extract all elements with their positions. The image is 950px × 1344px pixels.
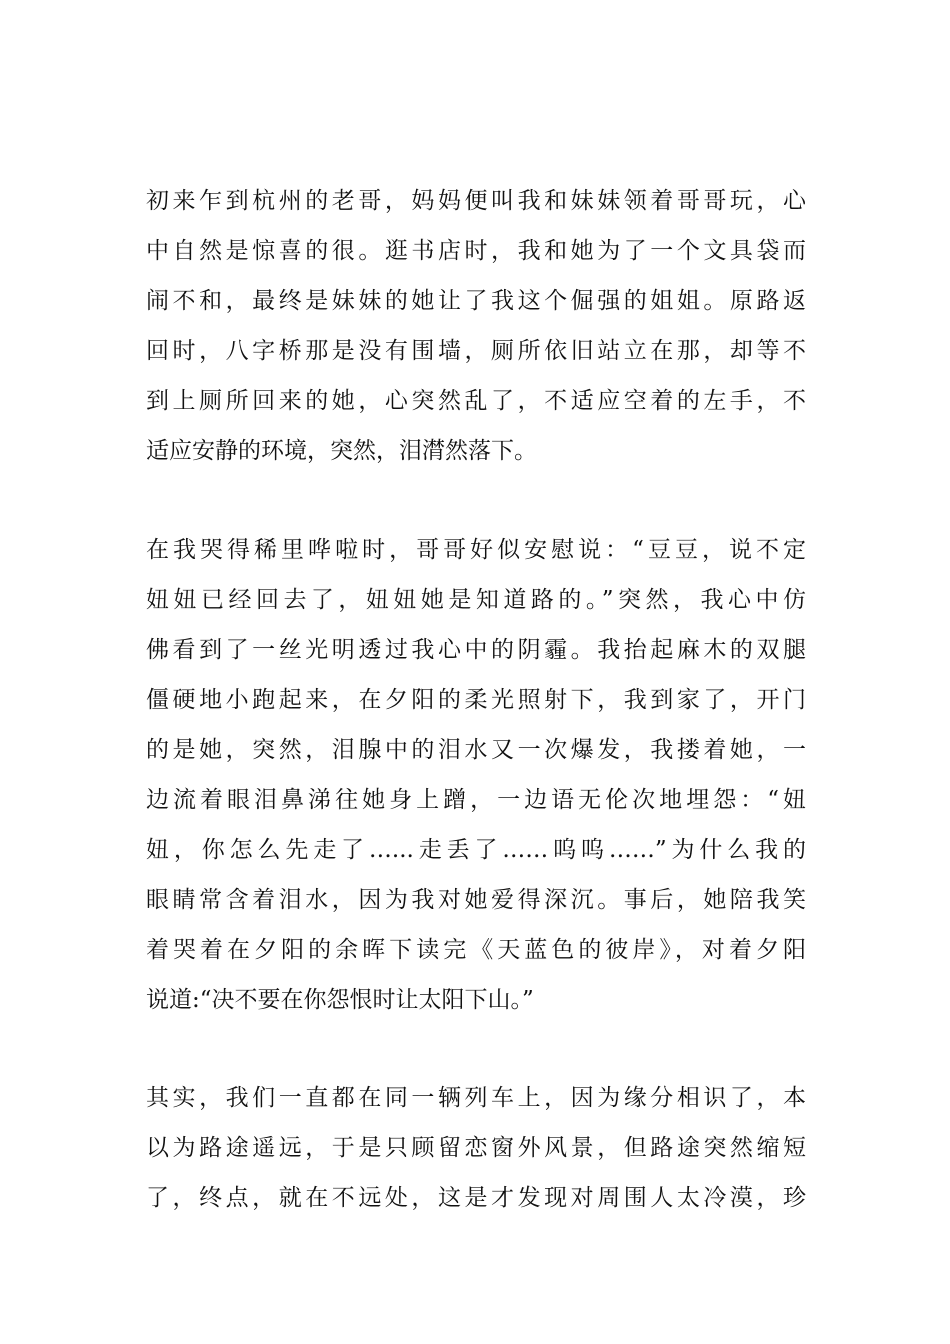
paragraph-3-line-2: 以为路途遥远，于是只顾留恋窗外风景，但路途突然缩短 — [146, 1135, 806, 1161]
paragraph-2-line-9: 着哭着在夕阳的余晖下读完《天蓝色的彼岸》，对着夕阳 — [146, 937, 806, 963]
paragraph-1-line-1: 初来乍到杭州的老哥，妈妈便叫我和妹妹领着哥哥玩，心 — [146, 188, 806, 214]
paragraph-3-line-1: 其实，我们一直都在同一辆列车上，因为缘分相识了，本 — [146, 1085, 806, 1111]
paragraph-2-line-8: 眼睛常含着泪水，因为我对她爱得深沉。事后，她陪我笑 — [146, 887, 806, 913]
paragraph-2-line-7: 妞，你怎么先走了…...走丢了……呜呜……”为什么我的 — [146, 837, 806, 863]
paragraph-1-line-2: 中自然是惊喜的很。逛书店时，我和她为了一个文具袋而 — [146, 238, 806, 264]
paragraph-2-line-3: 佛看到了一丝光明透过我心中的阴霾。我抬起麻木的双腿 — [146, 637, 806, 663]
paragraph-1-line-3: 闹不和，最终是妹妹的她让了我这个倔强的姐姐。原路返 — [146, 288, 806, 314]
paragraph-1-line-4: 回时，八字桥那是没有围墙，厕所依旧站立在那，却等不 — [146, 338, 806, 364]
paragraph-2-line-2: 妞妞已经回去了，妞妞她是知道路的。”突然，我心中仿 — [146, 587, 806, 613]
paragraph-2-line-5: 的是她，突然，泪腺中的泪水又一次爆发，我搂着她，一 — [146, 737, 806, 763]
paragraph-2-line-10: 说道:“决不要在你怨恨时让太阳下山。” — [146, 987, 534, 1013]
paragraph-3-line-3: 了，终点，就在不远处，这是才发现对周围人太冷漠，珍 — [146, 1185, 806, 1211]
paragraph-1-line-5: 到上厕所回来的她，心突然乱了，不适应空着的左手，不 — [146, 388, 806, 414]
paragraph-1-line-6: 适应安静的环境，突然，泪潸然落下。 — [146, 438, 537, 464]
paragraph-2-line-1: 在我哭得稀里哗啦时，哥哥好似安慰说：“豆豆，说不定 — [146, 537, 806, 563]
paragraph-2-line-6: 边流着眼泪鼻涕往她身上蹭，一边语无伦次地埋怨：“妞 — [146, 787, 806, 813]
paragraph-2-line-4: 僵硬地小跑起来，在夕阳的柔光照射下，我到家了，开门 — [146, 687, 806, 713]
